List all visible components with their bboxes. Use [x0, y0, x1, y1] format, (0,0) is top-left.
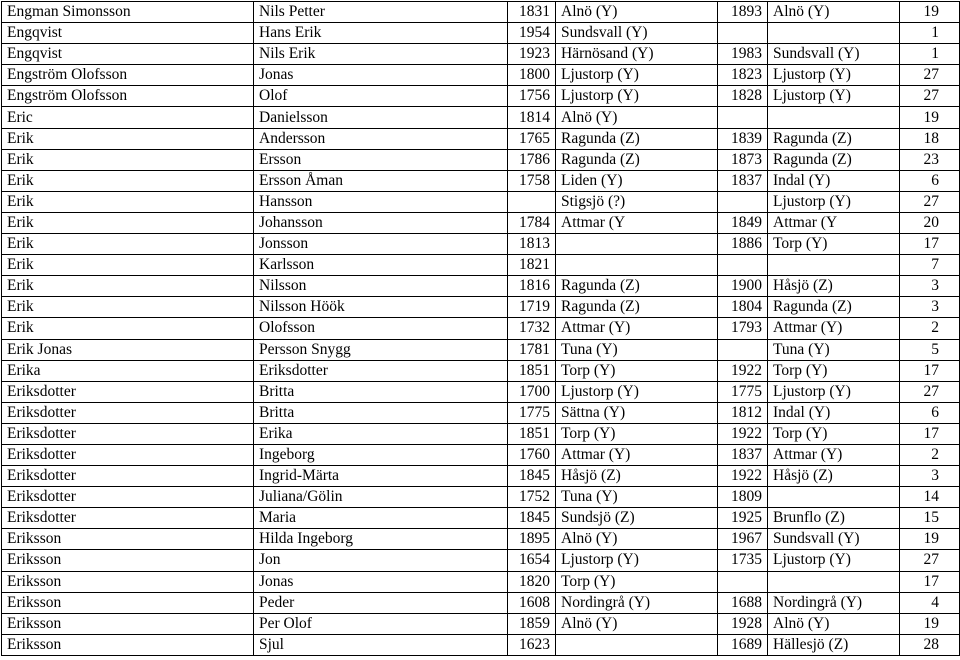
count-cell: 6	[900, 402, 960, 423]
count-cell: 20	[900, 212, 960, 233]
table-row	[2, 444, 960, 465]
birth-year-cell: 1820	[508, 571, 556, 592]
death-place-cell: Alnö (Y)	[768, 2, 900, 23]
surname-cell: Engqvist	[2, 44, 254, 65]
given-name-cell: Jonsson	[254, 234, 508, 255]
given-name-cell: Hans Erik	[254, 23, 508, 44]
birth-place-cell: Ragunda (Z)	[556, 128, 718, 149]
death-place-cell: Torp (Y)	[768, 360, 900, 381]
given-name-cell: Persson Snygg	[254, 339, 508, 360]
birth-year-cell: 1775	[508, 402, 556, 423]
table-row	[2, 170, 960, 191]
birth-place-cell: Ragunda (Z)	[556, 276, 718, 297]
death-year-cell: 1886	[718, 234, 768, 255]
given-name-cell: Nilsson Höök	[254, 297, 508, 318]
death-year-cell	[718, 23, 768, 44]
death-year-cell: 1873	[718, 149, 768, 170]
table-row	[2, 297, 960, 318]
count-cell: 23	[900, 149, 960, 170]
given-name-cell: Olof	[254, 86, 508, 107]
birth-place-cell: Håsjö (Z)	[556, 466, 718, 487]
birth-place-cell: Alnö (Y)	[556, 613, 718, 634]
birth-place-cell: Ljustorp (Y)	[556, 65, 718, 86]
surname-cell: Erik	[2, 234, 254, 255]
surname-cell: Engström Olofsson	[2, 65, 254, 86]
birth-place-cell: Ljustorp (Y)	[556, 381, 718, 402]
count-cell: 27	[900, 550, 960, 571]
birth-year-cell: 1845	[508, 508, 556, 529]
birth-year-cell: 1732	[508, 318, 556, 339]
birth-place-cell	[556, 634, 718, 655]
death-place-cell: Ragunda (Z)	[768, 128, 900, 149]
count-cell: 17	[900, 571, 960, 592]
death-year-cell: 1837	[718, 444, 768, 465]
birth-year-cell: 1800	[508, 65, 556, 86]
death-place-cell: Alnö (Y)	[768, 613, 900, 634]
surname-cell: Eriksdotter	[2, 466, 254, 487]
surname-cell: Erik	[2, 191, 254, 212]
birth-year-cell: 1700	[508, 381, 556, 402]
surname-cell: Erik	[2, 255, 254, 276]
surname-cell: Eric	[2, 107, 254, 128]
surname-cell: Eriksdotter	[2, 381, 254, 402]
death-year-cell	[718, 571, 768, 592]
birth-year-cell: 1719	[508, 297, 556, 318]
death-year-cell: 1793	[718, 318, 768, 339]
surname-cell: Erik	[2, 128, 254, 149]
birth-year-cell: 1760	[508, 444, 556, 465]
death-year-cell: 1839	[718, 128, 768, 149]
given-name-cell: Johansson	[254, 212, 508, 233]
given-name-cell: Ingrid-Märta	[254, 466, 508, 487]
birth-year-cell: 1784	[508, 212, 556, 233]
death-year-cell: 1928	[718, 613, 768, 634]
surname-cell: Erik	[2, 149, 254, 170]
birth-place-cell: Attmar (Y)	[556, 444, 718, 465]
birth-year-cell: 1821	[508, 255, 556, 276]
death-place-cell: Ragunda (Z)	[768, 149, 900, 170]
surname-cell: Eriksdotter	[2, 423, 254, 444]
surname-cell: Eriksdotter	[2, 402, 254, 423]
death-place-cell: Sundsvall (Y)	[768, 44, 900, 65]
table-row	[2, 634, 960, 655]
death-year-cell: 1925	[718, 508, 768, 529]
birth-place-cell: Tuna (Y)	[556, 487, 718, 508]
surname-cell: Erik	[2, 170, 254, 191]
birth-year-cell: 1859	[508, 613, 556, 634]
surname-cell: Eriksson	[2, 592, 254, 613]
birth-place-cell: Attmar (Y)	[556, 318, 718, 339]
surname-cell: Erik	[2, 297, 254, 318]
birth-year-cell: 1623	[508, 634, 556, 655]
birth-year-cell: 1954	[508, 23, 556, 44]
birth-year-cell: 1765	[508, 128, 556, 149]
count-cell: 19	[900, 613, 960, 634]
count-cell: 14	[900, 487, 960, 508]
death-place-cell: Brunflo (Z)	[768, 508, 900, 529]
table-row	[2, 191, 960, 212]
death-year-cell: 1922	[718, 360, 768, 381]
surname-cell: Engström Olofsson	[2, 86, 254, 107]
given-name-cell: Ersson	[254, 149, 508, 170]
table-row	[2, 255, 960, 276]
table-body	[2, 2, 960, 656]
table-row	[2, 276, 960, 297]
given-name-cell: Karlsson	[254, 255, 508, 276]
birth-place-cell	[556, 255, 718, 276]
count-cell: 4	[900, 592, 960, 613]
death-place-cell: Torp (Y)	[768, 234, 900, 255]
given-name-cell: Jon	[254, 550, 508, 571]
death-place-cell	[768, 571, 900, 592]
given-name-cell: Hilda Ingeborg	[254, 529, 508, 550]
table-row	[2, 44, 960, 65]
surname-cell: Eriksdotter	[2, 508, 254, 529]
given-name-cell: Britta	[254, 381, 508, 402]
table-row	[2, 592, 960, 613]
count-cell: 27	[900, 191, 960, 212]
death-year-cell: 1849	[718, 212, 768, 233]
death-place-cell: Ljustorp (Y)	[768, 65, 900, 86]
death-place-cell	[768, 487, 900, 508]
given-name-cell: Hansson	[254, 191, 508, 212]
surname-cell: Engman Simonsson	[2, 2, 254, 23]
death-place-cell: Ljustorp (Y)	[768, 381, 900, 402]
birth-place-cell: Sundsvall (Y)	[556, 23, 718, 44]
table-row	[2, 23, 960, 44]
death-year-cell: 1689	[718, 634, 768, 655]
table-row	[2, 466, 960, 487]
death-place-cell: Håsjö (Z)	[768, 466, 900, 487]
death-place-cell: Ljustorp (Y)	[768, 86, 900, 107]
count-cell: 17	[900, 234, 960, 255]
birth-place-cell: Torp (Y)	[556, 360, 718, 381]
given-name-cell: Maria	[254, 508, 508, 529]
death-place-cell: Indal (Y)	[768, 170, 900, 191]
given-name-cell: Jonas	[254, 571, 508, 592]
table-row	[2, 318, 960, 339]
surname-cell: Eriksson	[2, 550, 254, 571]
death-year-cell: 1922	[718, 466, 768, 487]
death-place-cell: Attmar (Y	[768, 212, 900, 233]
given-name-cell: Eriksdotter	[254, 360, 508, 381]
birth-place-cell: Liden (Y)	[556, 170, 718, 191]
death-year-cell: 1775	[718, 381, 768, 402]
count-cell: 3	[900, 276, 960, 297]
death-place-cell: Indal (Y)	[768, 402, 900, 423]
count-cell: 3	[900, 297, 960, 318]
death-year-cell: 1809	[718, 487, 768, 508]
birth-year-cell: 1756	[508, 86, 556, 107]
death-year-cell: 1837	[718, 170, 768, 191]
count-cell: 7	[900, 255, 960, 276]
death-year-cell	[718, 339, 768, 360]
birth-year-cell: 1608	[508, 592, 556, 613]
table-row	[2, 402, 960, 423]
birth-year-cell: 1752	[508, 487, 556, 508]
birth-place-cell: Ljustorp (Y)	[556, 86, 718, 107]
death-year-cell	[718, 255, 768, 276]
count-cell: 2	[900, 444, 960, 465]
death-place-cell: Nordingrå (Y)	[768, 592, 900, 613]
birth-place-cell: Alnö (Y)	[556, 529, 718, 550]
count-cell: 19	[900, 2, 960, 23]
birth-place-cell: Ragunda (Z)	[556, 149, 718, 170]
birth-place-cell: Sundsjö (Z)	[556, 508, 718, 529]
table-row	[2, 107, 960, 128]
table-row	[2, 2, 960, 23]
given-name-cell: Nils Erik	[254, 44, 508, 65]
count-cell: 19	[900, 529, 960, 550]
birth-year-cell: 1831	[508, 2, 556, 23]
birth-place-cell	[556, 234, 718, 255]
table-row	[2, 571, 960, 592]
surname-cell: Eriksson	[2, 571, 254, 592]
genealogy-table	[1, 1, 960, 656]
table-row	[2, 65, 960, 86]
count-cell: 3	[900, 466, 960, 487]
surname-cell: Eriksson	[2, 613, 254, 634]
given-name-cell: Andersson	[254, 128, 508, 149]
table-row	[2, 86, 960, 107]
death-year-cell: 1967	[718, 529, 768, 550]
birth-place-cell: Tuna (Y)	[556, 339, 718, 360]
count-cell: 6	[900, 170, 960, 191]
table-row	[2, 360, 960, 381]
table-row	[2, 339, 960, 360]
birth-place-cell: Torp (Y)	[556, 423, 718, 444]
count-cell: 27	[900, 381, 960, 402]
given-name-cell: Nils Petter	[254, 2, 508, 23]
birth-place-cell: Ljustorp (Y)	[556, 550, 718, 571]
death-place-cell	[768, 255, 900, 276]
birth-year-cell: 1923	[508, 44, 556, 65]
count-cell: 1	[900, 44, 960, 65]
count-cell: 18	[900, 128, 960, 149]
surname-cell: Erik	[2, 276, 254, 297]
death-year-cell: 1922	[718, 423, 768, 444]
count-cell: 1	[900, 23, 960, 44]
given-name-cell: Danielsson	[254, 107, 508, 128]
death-place-cell: Torp (Y)	[768, 423, 900, 444]
count-cell: 5	[900, 339, 960, 360]
death-year-cell: 1828	[718, 86, 768, 107]
death-year-cell: 1688	[718, 592, 768, 613]
count-cell: 2	[900, 318, 960, 339]
death-year-cell	[718, 107, 768, 128]
birth-place-cell: Stigsjö (?)	[556, 191, 718, 212]
death-year-cell	[718, 191, 768, 212]
table-row	[2, 487, 960, 508]
birth-year-cell: 1781	[508, 339, 556, 360]
birth-year-cell	[508, 191, 556, 212]
given-name-cell: Jonas	[254, 65, 508, 86]
death-place-cell: Sundsvall (Y)	[768, 529, 900, 550]
death-place-cell	[768, 107, 900, 128]
birth-place-cell: Härnösand (Y)	[556, 44, 718, 65]
count-cell: 17	[900, 423, 960, 444]
birth-place-cell: Alnö (Y)	[556, 2, 718, 23]
birth-place-cell: Attmar (Y	[556, 212, 718, 233]
table-row	[2, 423, 960, 444]
death-place-cell: Ragunda (Z)	[768, 297, 900, 318]
count-cell: 15	[900, 508, 960, 529]
birth-year-cell: 1654	[508, 550, 556, 571]
given-name-cell: Erika	[254, 423, 508, 444]
surname-cell: Eriksson	[2, 529, 254, 550]
birth-year-cell: 1851	[508, 423, 556, 444]
death-year-cell: 1823	[718, 65, 768, 86]
death-place-cell: Attmar (Y)	[768, 444, 900, 465]
surname-cell: Erik Jonas	[2, 339, 254, 360]
surname-cell: Engqvist	[2, 23, 254, 44]
birth-place-cell: Ragunda (Z)	[556, 297, 718, 318]
birth-year-cell: 1786	[508, 149, 556, 170]
count-cell: 19	[900, 107, 960, 128]
birth-year-cell: 1758	[508, 170, 556, 191]
count-cell: 27	[900, 65, 960, 86]
death-year-cell: 1812	[718, 402, 768, 423]
death-place-cell: Attmar (Y)	[768, 318, 900, 339]
table-row	[2, 508, 960, 529]
surname-cell: Eriksdotter	[2, 487, 254, 508]
birth-place-cell: Alnö (Y)	[556, 107, 718, 128]
birth-year-cell: 1845	[508, 466, 556, 487]
birth-year-cell: 1814	[508, 107, 556, 128]
surname-cell: Erika	[2, 360, 254, 381]
death-place-cell: Ljustorp (Y)	[768, 191, 900, 212]
surname-cell: Erik	[2, 318, 254, 339]
death-year-cell: 1900	[718, 276, 768, 297]
birth-place-cell: Torp (Y)	[556, 571, 718, 592]
given-name-cell: Peder	[254, 592, 508, 613]
given-name-cell: Britta	[254, 402, 508, 423]
count-cell: 27	[900, 86, 960, 107]
table-row	[2, 234, 960, 255]
death-year-cell: 1735	[718, 550, 768, 571]
table-row	[2, 613, 960, 634]
given-name-cell: Ersson Åman	[254, 170, 508, 191]
table-row	[2, 149, 960, 170]
given-name-cell: Per Olof	[254, 613, 508, 634]
given-name-cell: Nilsson	[254, 276, 508, 297]
birth-year-cell: 1895	[508, 529, 556, 550]
death-place-cell: Ljustorp (Y)	[768, 550, 900, 571]
death-place-cell: Tuna (Y)	[768, 339, 900, 360]
table-row	[2, 212, 960, 233]
death-place-cell: Håsjö (Z)	[768, 276, 900, 297]
count-cell: 28	[900, 634, 960, 655]
birth-place-cell: Sättna (Y)	[556, 402, 718, 423]
table-row	[2, 529, 960, 550]
death-year-cell: 1893	[718, 2, 768, 23]
table-row	[2, 128, 960, 149]
birth-year-cell: 1813	[508, 234, 556, 255]
death-year-cell: 1804	[718, 297, 768, 318]
surname-cell: Eriksdotter	[2, 444, 254, 465]
given-name-cell: Ingeborg	[254, 444, 508, 465]
birth-year-cell: 1816	[508, 276, 556, 297]
birth-place-cell: Nordingrå (Y)	[556, 592, 718, 613]
given-name-cell: Juliana/Gölin	[254, 487, 508, 508]
death-place-cell	[768, 23, 900, 44]
table-row	[2, 381, 960, 402]
death-year-cell: 1983	[718, 44, 768, 65]
birth-year-cell: 1851	[508, 360, 556, 381]
death-place-cell: Hällesjö (Z)	[768, 634, 900, 655]
given-name-cell: Sjul	[254, 634, 508, 655]
count-cell: 17	[900, 360, 960, 381]
surname-cell: Erik	[2, 212, 254, 233]
table-row	[2, 550, 960, 571]
given-name-cell: Olofsson	[254, 318, 508, 339]
surname-cell: Eriksson	[2, 634, 254, 655]
